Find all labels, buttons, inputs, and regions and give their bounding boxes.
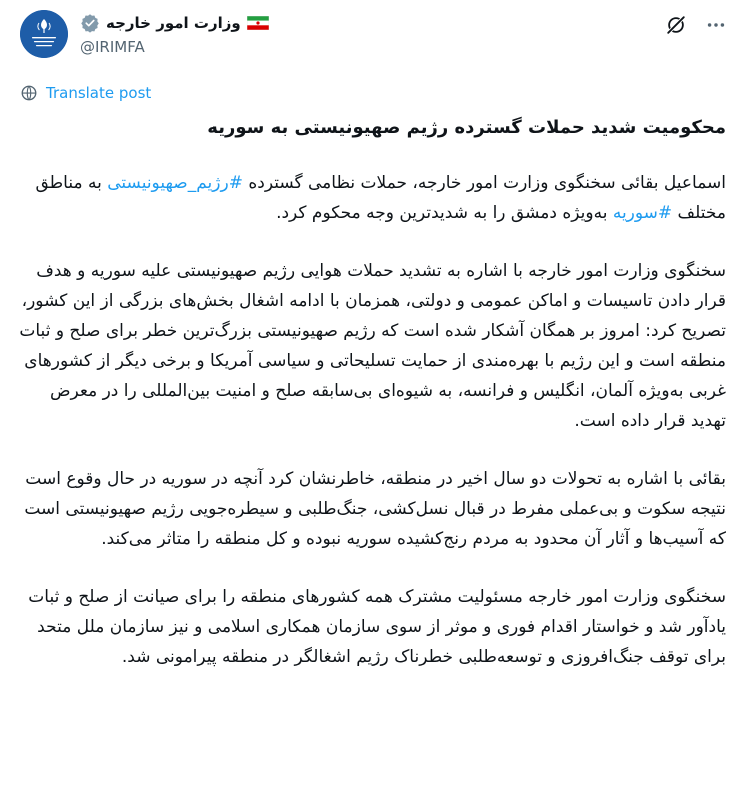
p1-text-a: اسماعیل بقائی سخنگوی وزارت امور خارجه، حملات نظامی گسترده: [242, 173, 726, 193]
p1-text-c: به‌ویژه دمشق را به شدیدترین وجه محکوم کرد.: [276, 203, 613, 223]
verified-badge-icon: [80, 13, 100, 33]
post-paragraph-2: سخنگوی وزارت امور خارجه با اشاره به تشدید حملات هوایی رژیم صهیونیستی علیه سوریه و هدف قرار دادن تاسیسات و اماکن عمومی و دولتی، همزمان با ادامه اشغال بخش‌های بزرگی از این کشور، تصریح کرد: امروز بر همگان آشکار شده است که رژیم صهیونیستی بزرگ‌ترین خطر برای صلح و ثبات منطقه است و این رژیم با بهره‌مندی از حمایت تسلیحاتی و سیاسی آمریکا و برخی دیگر از کشورهای غربی به‌ویژه آلمان، انگلیس و فرانسه، به شیوه‌ای بی‌سابقه صلح و امنیت بین‌المللی را در معرض تهدید قرار داده است.: [19, 261, 726, 431]
translate-label[interactable]: Translate post: [46, 84, 152, 102]
more-icon[interactable]: [703, 12, 729, 38]
ministry-logo-icon: [20, 10, 68, 58]
grok-icon[interactable]: [663, 12, 689, 38]
post-title: محکومیت شدید حملات گسترده رژیم صهیونیستی به سوریه: [207, 117, 726, 138]
hashtag-syria[interactable]: #سوریه: [612, 203, 673, 223]
globe-icon: [20, 84, 38, 102]
post-header: [0, 0, 747, 72]
iran-flag-icon: [247, 16, 269, 30]
translate-post-link[interactable]: [20, 84, 151, 102]
post-paragraph-3: بقائی با اشاره به تحولات دو سال اخیر در منطقه، خاطرنشان کرد آنچه در سوریه در حال وقوع است نتیجه سکوت و بی‌عملی مفرط در قبال نسل‌کشی، جنگ‌طلبی و سیطره‌جویی رژیم صهیونیستی است که آسیب‌ها و آثار آن محدود به مردم رنج‌کشیده سوریه نبوده و کل منطقه را متاثر می‌کند.: [24, 469, 726, 549]
p1-text-b: به مناطق مختلف: [35, 173, 726, 223]
avatar[interactable]: [20, 10, 68, 58]
post-actions: [663, 12, 729, 38]
post-body: [18, 108, 726, 700]
author-handle[interactable]: @IRIMFA: [80, 38, 145, 56]
post-paragraph-4: سخنگوی وزارت امور خارجه مسئولیت مشترک همه کشورهای منطقه را برای صیانت از صلح و ثبات یادآور شد و خواستار اقدام فوری و موثر از سوی سازمان همکاری اسلامی و نیز سازمان ملل متحد برای توقف جنگ‌افروزی و توسعه‌طلبی خطرناک رژیم اشغالگر در منطقه پیرامونی شد.: [28, 587, 726, 667]
hashtag-zionist-regime[interactable]: #رژیم_صهیونیستی: [107, 173, 243, 193]
post-paragraph-1: [18, 168, 726, 228]
author-name-row: [80, 11, 269, 35]
author-display-name[interactable]: وزارت امور خارجه: [106, 14, 241, 32]
